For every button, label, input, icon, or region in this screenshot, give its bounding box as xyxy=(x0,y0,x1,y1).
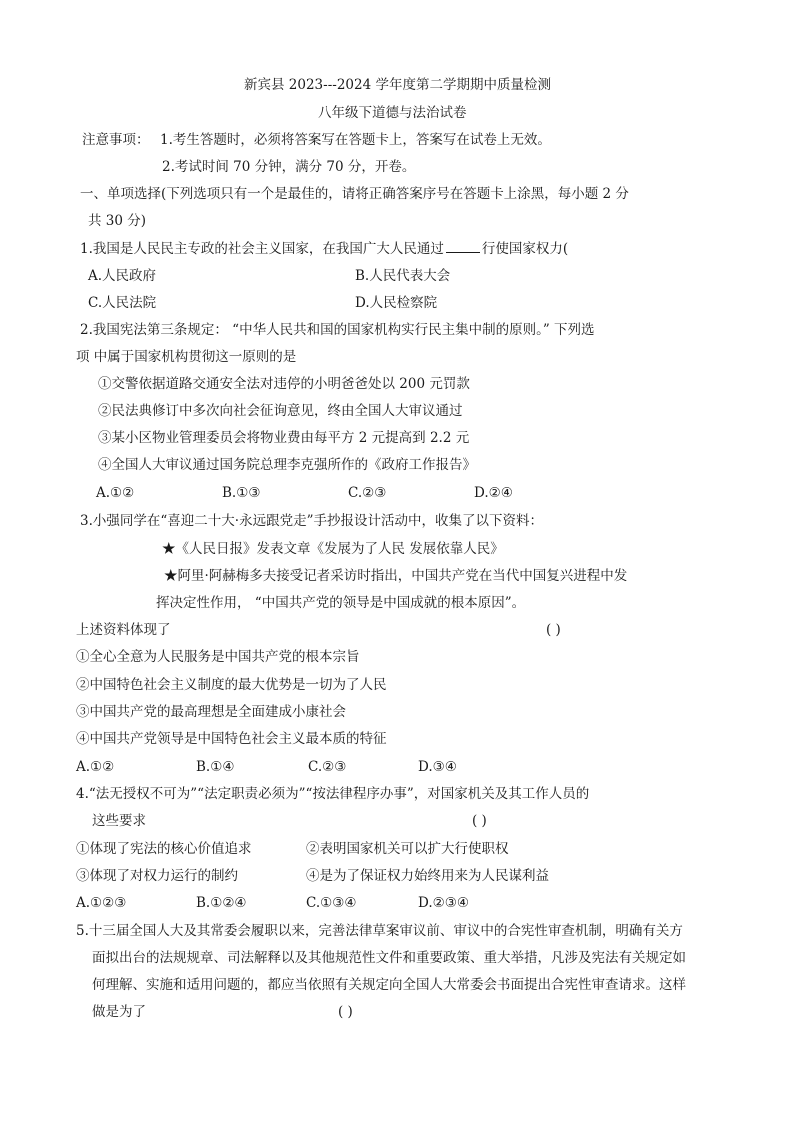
question-4-stem-line-2: 这些要求 xyxy=(92,813,146,829)
option-c: C.②③ xyxy=(348,485,387,501)
option-d: D.人民检察院 xyxy=(355,295,438,311)
statement-1: ①交警依据道路交通安全法对违停的小明爸爸处以 200 元罚款 xyxy=(98,376,470,392)
question-1-stem xyxy=(80,240,568,258)
statement-1: ①全心全意为人民服务是中国共产党的根本宗旨 xyxy=(76,649,360,665)
statement-1: ①体现了宪法的核心价值追求 xyxy=(76,841,252,857)
question-1-stem-b: 行使国家权力( xyxy=(481,241,569,257)
option-b: B.①③ xyxy=(222,485,261,501)
material-2-line-2: 挥决定性作用， “中国共产党的领导是中国成就的根本原因”。 xyxy=(156,595,526,611)
option-c: C.②③ xyxy=(308,759,347,775)
statement-2: ②中国特色社会主义制度的最大优势是一切为了人民 xyxy=(76,677,387,693)
notes-label: 注意事项： xyxy=(82,132,150,148)
answer-parentheses: ( ) xyxy=(546,622,561,638)
question-3-stem: 3.小强同学在“喜迎二十大·永远跟党走”手抄报设计活动中，收集了以下资料： xyxy=(80,513,543,529)
answer-parentheses: ( ) xyxy=(472,813,487,829)
option-d: D.③④ xyxy=(418,759,457,775)
option-b: B.人民代表大会 xyxy=(355,268,451,284)
option-d: D.②④ xyxy=(474,485,513,501)
question-5-line-4: 做是为了 xyxy=(92,1004,146,1020)
option-d: D.②③④ xyxy=(418,895,469,911)
question-4-stem-line-1: 4.“法无授权不可为”“法定职责必须为”“按法律程序办事”，对国家机关及其工作人员的 xyxy=(76,786,590,802)
question-2-stem-line-2: 项 中属于国家机构贯彻这一原则的是 xyxy=(76,349,297,365)
option-b: B.①②④ xyxy=(196,895,247,911)
question-5-line-1: 5.十三届全国人大及其常委会履职以来，完善法律草案审议前、审议中的合宪性审查机制，明确有关方 xyxy=(76,923,683,939)
answer-parentheses: ( ) xyxy=(338,1004,353,1020)
statement-4: ④中国共产党领导是中国特色社会主义最本质的特征 xyxy=(76,731,387,747)
section-heading-line-2: 共 30 分) xyxy=(88,213,147,229)
option-a: A.①②③ xyxy=(76,895,127,911)
option-c: C.①③④ xyxy=(306,895,357,911)
exam-title: 新宾县 2023---2024 学年度第二学期期中质量检测 xyxy=(244,77,551,93)
statement-3: ③体现了对权力运行的制约 xyxy=(76,868,238,884)
notes-item-1: 1.考生答题时，必须将答案写在答题卡上，答案写在试卷上无效。 xyxy=(160,132,551,148)
material-1: ★《人民日报》发表文章《发展为了人民 发展依靠人民》 xyxy=(162,541,504,557)
statement-2: ②民法典修订中多次向社会征询意见，终由全国人大审议通过 xyxy=(98,403,463,419)
option-a: A.人民政府 xyxy=(88,268,157,284)
statement-2: ②表明国家机关可以扩大行使职权 xyxy=(306,841,509,857)
option-c: C.人民法院 xyxy=(88,295,157,311)
exam-subtitle: 八年级下道德与法治试卷 xyxy=(318,105,467,121)
answer-blank xyxy=(446,240,480,253)
option-a: A.①② xyxy=(96,485,135,501)
question-5-line-3: 何理解、实施和适用问题的，都应当依照有关规定向全国人大常委会书面提出合宪性审查请求。这样 xyxy=(92,977,686,993)
question-2-stem-line-1: 2.我国宪法第三条规定： “中华人民共和国的国家机构实行民主集中制的原则。” 下列选 xyxy=(80,322,595,338)
notes-item-2: 2.考试时间 70 分钟，满分 70 分，开卷。 xyxy=(162,159,416,175)
question-3-ask: 上述资料体现了 xyxy=(76,622,171,638)
option-b: B.①④ xyxy=(196,759,235,775)
statement-3: ③中国共产党的最高理想是全面建成小康社会 xyxy=(76,704,346,720)
statement-4: ④是为了保证权力始终用来为人民谋利益 xyxy=(306,868,549,884)
statement-4: ④全国人大审议通过国务院总理李克强所作的《政府工作报告》 xyxy=(98,457,476,473)
question-5-line-2: 面拟出台的法规规章、司法解释以及其他规范性文件和重要政策、重大举措，凡涉及宪法有关规定如 xyxy=(92,950,686,966)
question-1-stem-a: 1.我国是人民民主专政的社会主义国家，在我国广大人民通过 xyxy=(80,241,444,257)
statement-3: ③某小区物业管理委员会将物业费由每平方 2 元提高到 2.2 元 xyxy=(98,430,470,446)
option-a: A.①② xyxy=(76,759,115,775)
material-2-line-1: ★阿里·阿赫梅多夫接受记者采访时指出，中国共产党在当代中国复兴进程中发 xyxy=(164,568,628,584)
section-heading-line-1: 一、单项选择(下列选项只有一个是最佳的，请将正确答案序号在答题卡上涂黑，每小题 2 分 xyxy=(80,186,629,202)
